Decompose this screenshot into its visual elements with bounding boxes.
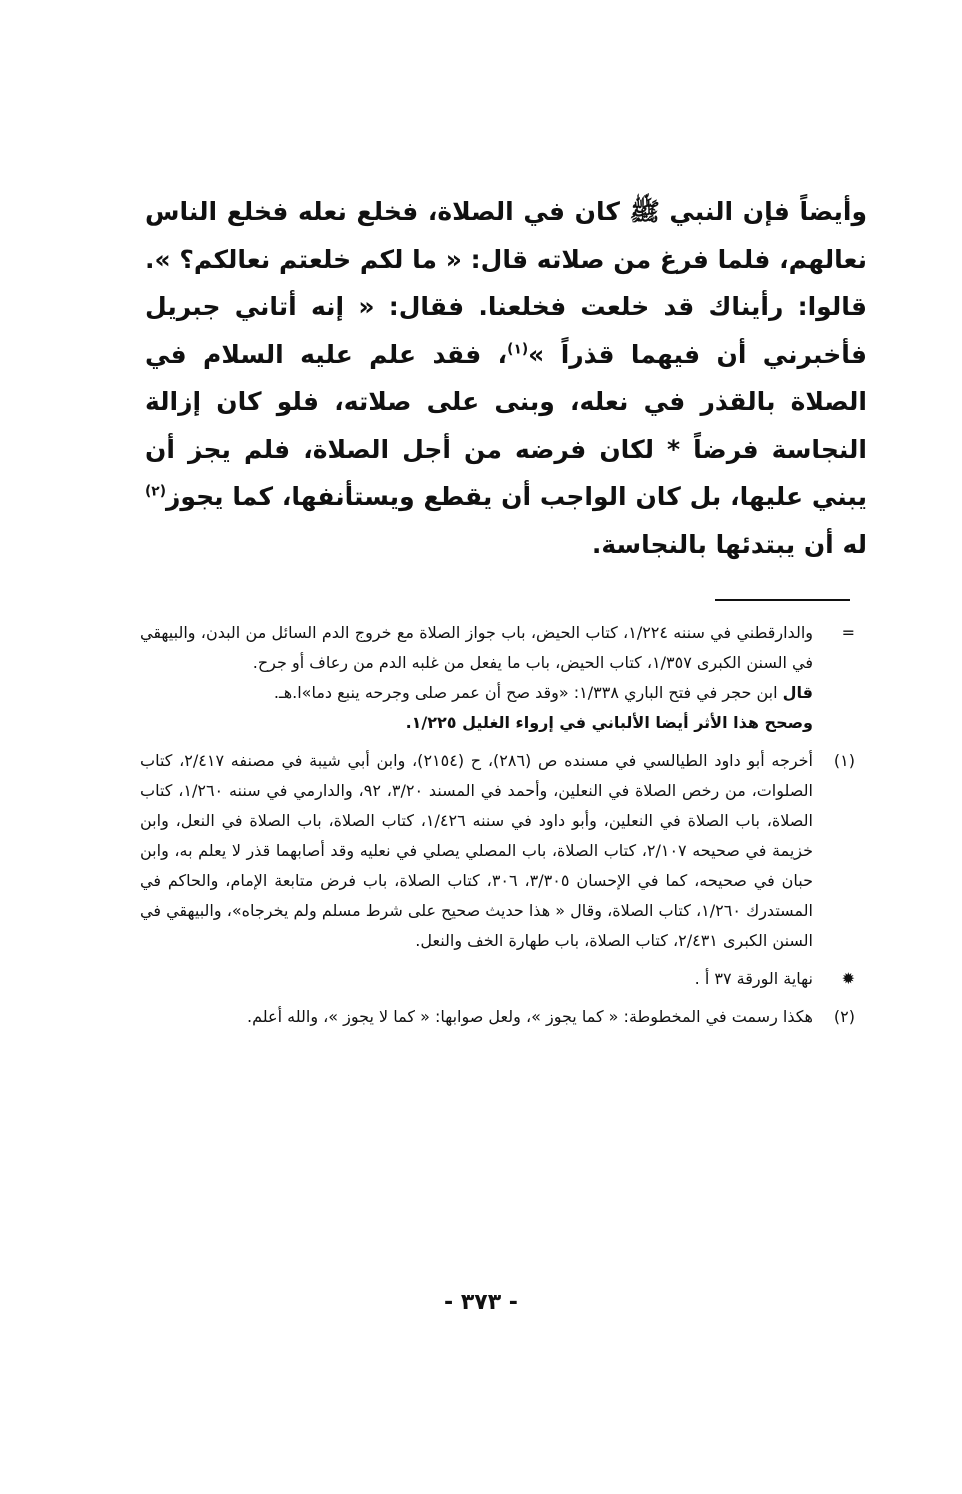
folio-note [140, 964, 855, 994]
footnote-body [140, 964, 813, 994]
continuation-quote [140, 678, 813, 708]
footnote-ref-2: (٢) [145, 483, 166, 500]
folio-note-text: نهاية الورقة ٣٧ أ . [694, 969, 813, 988]
footnote-2 [140, 1002, 855, 1032]
quote-lead: قال [782, 683, 813, 702]
main-text-part-3: له أن يبتدئها بالنجاسة. [591, 529, 867, 559]
footnote-1-text: أخرجه أبو داود الطيالسي في مسنده ص (٢٨٦)، ح (٢١٥٤)، وابن أبي شيبة في مصنفه ٢/٤١٧، كتاب الصلوات، من رخص الصلاة في النعلين، وأحمد في المسند ٣/٢٠، ٩٢، والدارمي في سننه ١/٢٦٠، كتاب الصلاة، باب الصلاة في النعلين، وأبو داود في سننه ١/٤٢٦، كتاب الصلاة، باب الصلاة في النعل، وابن خزيمة في صحيحه ٢/١٠٧، كتاب الصلاة، باب المصلي يصلي في نعليه وقد أصابهما قذر لا يعلم به، وابن حبان في صحيحه، كما في الإحسان ٣/٣٠٥، ٣٠٦، كتاب الصلاة، باب فرض متابعة الإمام، والحاكم في المستدرك ١/٢٦٠، كتاب الصلاة، وقال « هذا حديث صحيح على شرط مسلم ولم يخرجاه»، والبيهقي في السنن الكبرى ٢/٤٣١، كتاب الصلاة، باب طهارة الخف والنعل. [140, 751, 814, 950]
main-paragraph [145, 188, 867, 568]
footnote-body [140, 618, 813, 738]
footnote-ref-1: (١) [507, 341, 529, 358]
footnote-2-mark: (٢) [833, 1007, 855, 1026]
continuation-text: والدارقطني في سننه ١/٢٢٤، كتاب الحيض، باب جواز الصلاة مع خروج الدم السائل من البدن، والبيهقي في السنن الكبرى ١/٣٥٧، كتاب الحيض، باب ما يفعل من غلبه الدم من رعاف أو جرح. [140, 623, 813, 672]
main-text-part-1: وأيضاً فإن النبي ﷺ كان في الصلاة، فخلع نعله فخلع الناس نعالهم، فلما فرغ من صلاته قال: « ما لكم خلعتم نعالكم؟ ». قالوا: رأيناك قد خلعت فخلعنا. فقال: « إنه أتاني جبريل فأخبرني أن فيهما قذراً » [145, 197, 867, 369]
main-text-part-2: ، فقد علم عليه السلام في الصلاة بالقذر في نعله، وبنى على صلاته، فلو كان إزالة النجاسة فرضاً * لكان فرضه من أجل الصلاة، فلم يجز أن يبني عليها، بل كان الواجب أن يقطع ويستأنفها، كما يجوز [145, 339, 867, 511]
quote-text: ابن حجر في فتح الباري ١/٣٣٨: «وقد صح أن عمر صلى وجرحه ينبع دما»ا.هـ. [273, 683, 783, 702]
continuation-mark: = [841, 623, 855, 642]
footnotes [140, 618, 855, 1040]
continuation-authentication [140, 708, 813, 738]
footnote-body [140, 746, 813, 956]
footnote-continuation [140, 618, 855, 738]
footnote-separator [715, 599, 850, 601]
footnote-1 [140, 746, 855, 956]
footnote-1-mark: (١) [833, 751, 855, 770]
main-text [145, 188, 867, 568]
star-icon: ✹ [841, 969, 855, 988]
page-number: - ٣٧٣ - [444, 1290, 518, 1315]
footnote-2-text: هكذا رسمت في المخطوطة: « كما يجوز »، ولعل صوابها: « كما لا يجوز »، والله أعلم. [247, 1007, 813, 1026]
authentication-text: وصحح هذا الأثر أيضا الألباني في إرواء الغليل ١/٢٢٥. [405, 713, 813, 732]
footnote-body [140, 1002, 813, 1032]
